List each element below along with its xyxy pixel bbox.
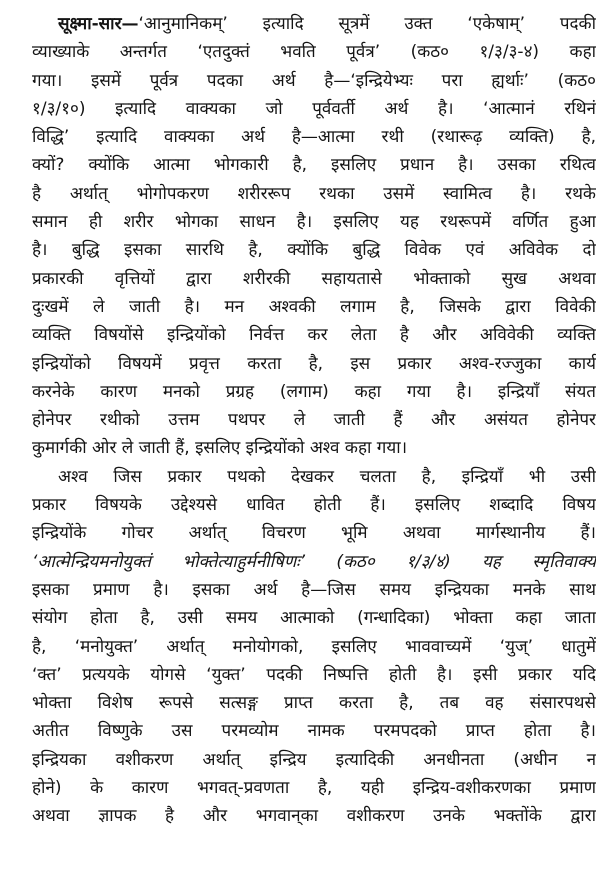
paragraph-2-line: इसका प्रमाण है। इसका अर्थ है—जिस समय इन्द्रियका मनके साथ — [32, 579, 596, 600]
paragraph-1-line: इन्द्रियोंको विषयमें प्रवृत्त करता है, इस प्रकार अश्व-रज्जुका कार्य — [32, 353, 596, 374]
section-heading: सूक्ष्मा-सार— — [58, 14, 139, 34]
paragraph-2-line: है, ‘मनोयुक्त’ अर्थात् मनोयोगको, इसलिए भाववाच्यमें ‘युज्’ धातुमें — [32, 636, 596, 657]
paragraph-1-line: व्यक्ति विषयोंसे इन्द्रियोंको निर्वत्त कर लेता है और अविवेकी व्यक्ति — [32, 325, 596, 346]
paragraph-2-line: अश्व जिस प्रकार पथको देखकर चलता है, इन्द्रियाँ भी उसी — [58, 466, 596, 487]
paragraph-2-line: प्रकार विषयके उद्देश्यसे धावित होती हैं। इसलिए शब्दादि विषय — [32, 495, 596, 516]
paragraph-1-line: व्याख्याके अन्तर्गत ‘एतदुक्तं भवति पूर्वत्र’ (कठ० १/३/३-४) कहा — [32, 42, 596, 63]
paragraph-2-line: इन्द्रियोंके गोचर अर्थात् विचरण भूमि अथवा मार्गस्थानीय हैं। — [32, 523, 596, 544]
paragraph-1-line: विद्धि’ इत्यादि वाक्यका अर्थ है—आत्मा रथी (रथारूढ़ व्यक्ति) है, — [32, 127, 596, 148]
paragraph-1-line: क्यों? क्योंकि आत्मा भोगकारी है, इसलिए प्रधान है। उसका रथित्व — [32, 155, 596, 176]
paragraph-2-line: अथवा ज्ञापक है और भगवान्‌का वशीकरण उनके भक्तोंके द्वारा — [32, 806, 596, 827]
paragraph-2-line: होने) के कारण भगवत्-प्रवणता है, यही इन्द्रिय-वशीकरणका प्रमाण — [32, 778, 596, 799]
paragraph-1-line: कुमार्गकी ओर ले जाती हैं, इसलिए इन्द्रियोंको अश्व कहा गया। — [32, 438, 408, 459]
paragraph-2-line: संयोग होता है, उसी समय आत्माको (गन्धादिका) भोक्ता कहा जाता — [32, 608, 596, 629]
paragraph-1-line: सूक्ष्मा-सार—‘आनुमानिकम्’ इत्यादि सूत्रमें उक्त ‘एकेषाम्’ पदकी — [58, 14, 596, 34]
paragraph-1-line: समान ही शरीर भोगका साधन है। इसलिए यह रथरूपमें वर्णित हुआ — [32, 212, 596, 233]
paragraph-2-line: अतीत विष्णुके उस परमव्योम नामक परमपदको प्राप्त होता है। — [32, 721, 596, 742]
paragraph-2-line: भोक्ता विशेष रूपसे सत्सङ्ग प्राप्त करता है, तब वह संसारपथसे — [32, 693, 596, 714]
paragraph-1-line: है। बुद्धि इसका सारथि है, क्योंकि बुद्धि विवेक एवं अविवेक दो — [32, 240, 596, 261]
paragraph-1-line: करनेके कारण मनको प्रग्रह (लगाम) कहा गया है। इन्द्रियाँ संयत — [32, 381, 596, 402]
paragraph-2-line: इन्द्रियका वशीकरण अर्थात् इन्द्रिय इत्यादिकी अनधीनता (अधीन न — [32, 749, 596, 770]
paragraph-2 — [32, 463, 596, 831]
paragraph-1-line: दुःखमें ले जाती है। मन अश्वकी लगाम है, जिसके द्वारा विवेकी — [32, 296, 596, 317]
paragraph-1-line: गया। इसमें पूर्वत्र पदका अर्थ है—‘इन्द्रियेभ्यः परा ह्यर्थाः’ (कठ० — [32, 70, 596, 91]
paragraph-1-line: १/३/१०) इत्यादि वाक्यका जो पूर्ववर्ती अर्थ है। ‘आत्मानं रथिनं — [32, 98, 596, 119]
paragraph-1 — [32, 10, 596, 463]
paragraph-2-line: ‘आत्मेन्द्रियमनोयुक्तं भोक्तेत्याहुर्मनीषिणः’ (कठ० १/३/४) यह स्मृतिवाक्य — [32, 551, 596, 572]
paragraph-1-line: होनेपर रथीको उत्तम पथपर ले जाती हैं और असंयत होनेपर — [32, 410, 596, 431]
document-page — [32, 10, 596, 831]
paragraph-2-line: ‘क्त’ प्रत्ययके योगसे ‘युक्त’ पदकी निष्पत्ति होती है। इसी प्रकार यदि — [32, 664, 596, 685]
paragraph-1-line: प्रकारकी वृत्तियों द्वारा शरीरकी सहायतासे भोक्ताको सुख अथवा — [32, 268, 596, 289]
paragraph-1-line: है अर्थात् भोगोपकरण शरीररूप रथका उसमें स्वामित्व है। रथके — [32, 183, 596, 204]
